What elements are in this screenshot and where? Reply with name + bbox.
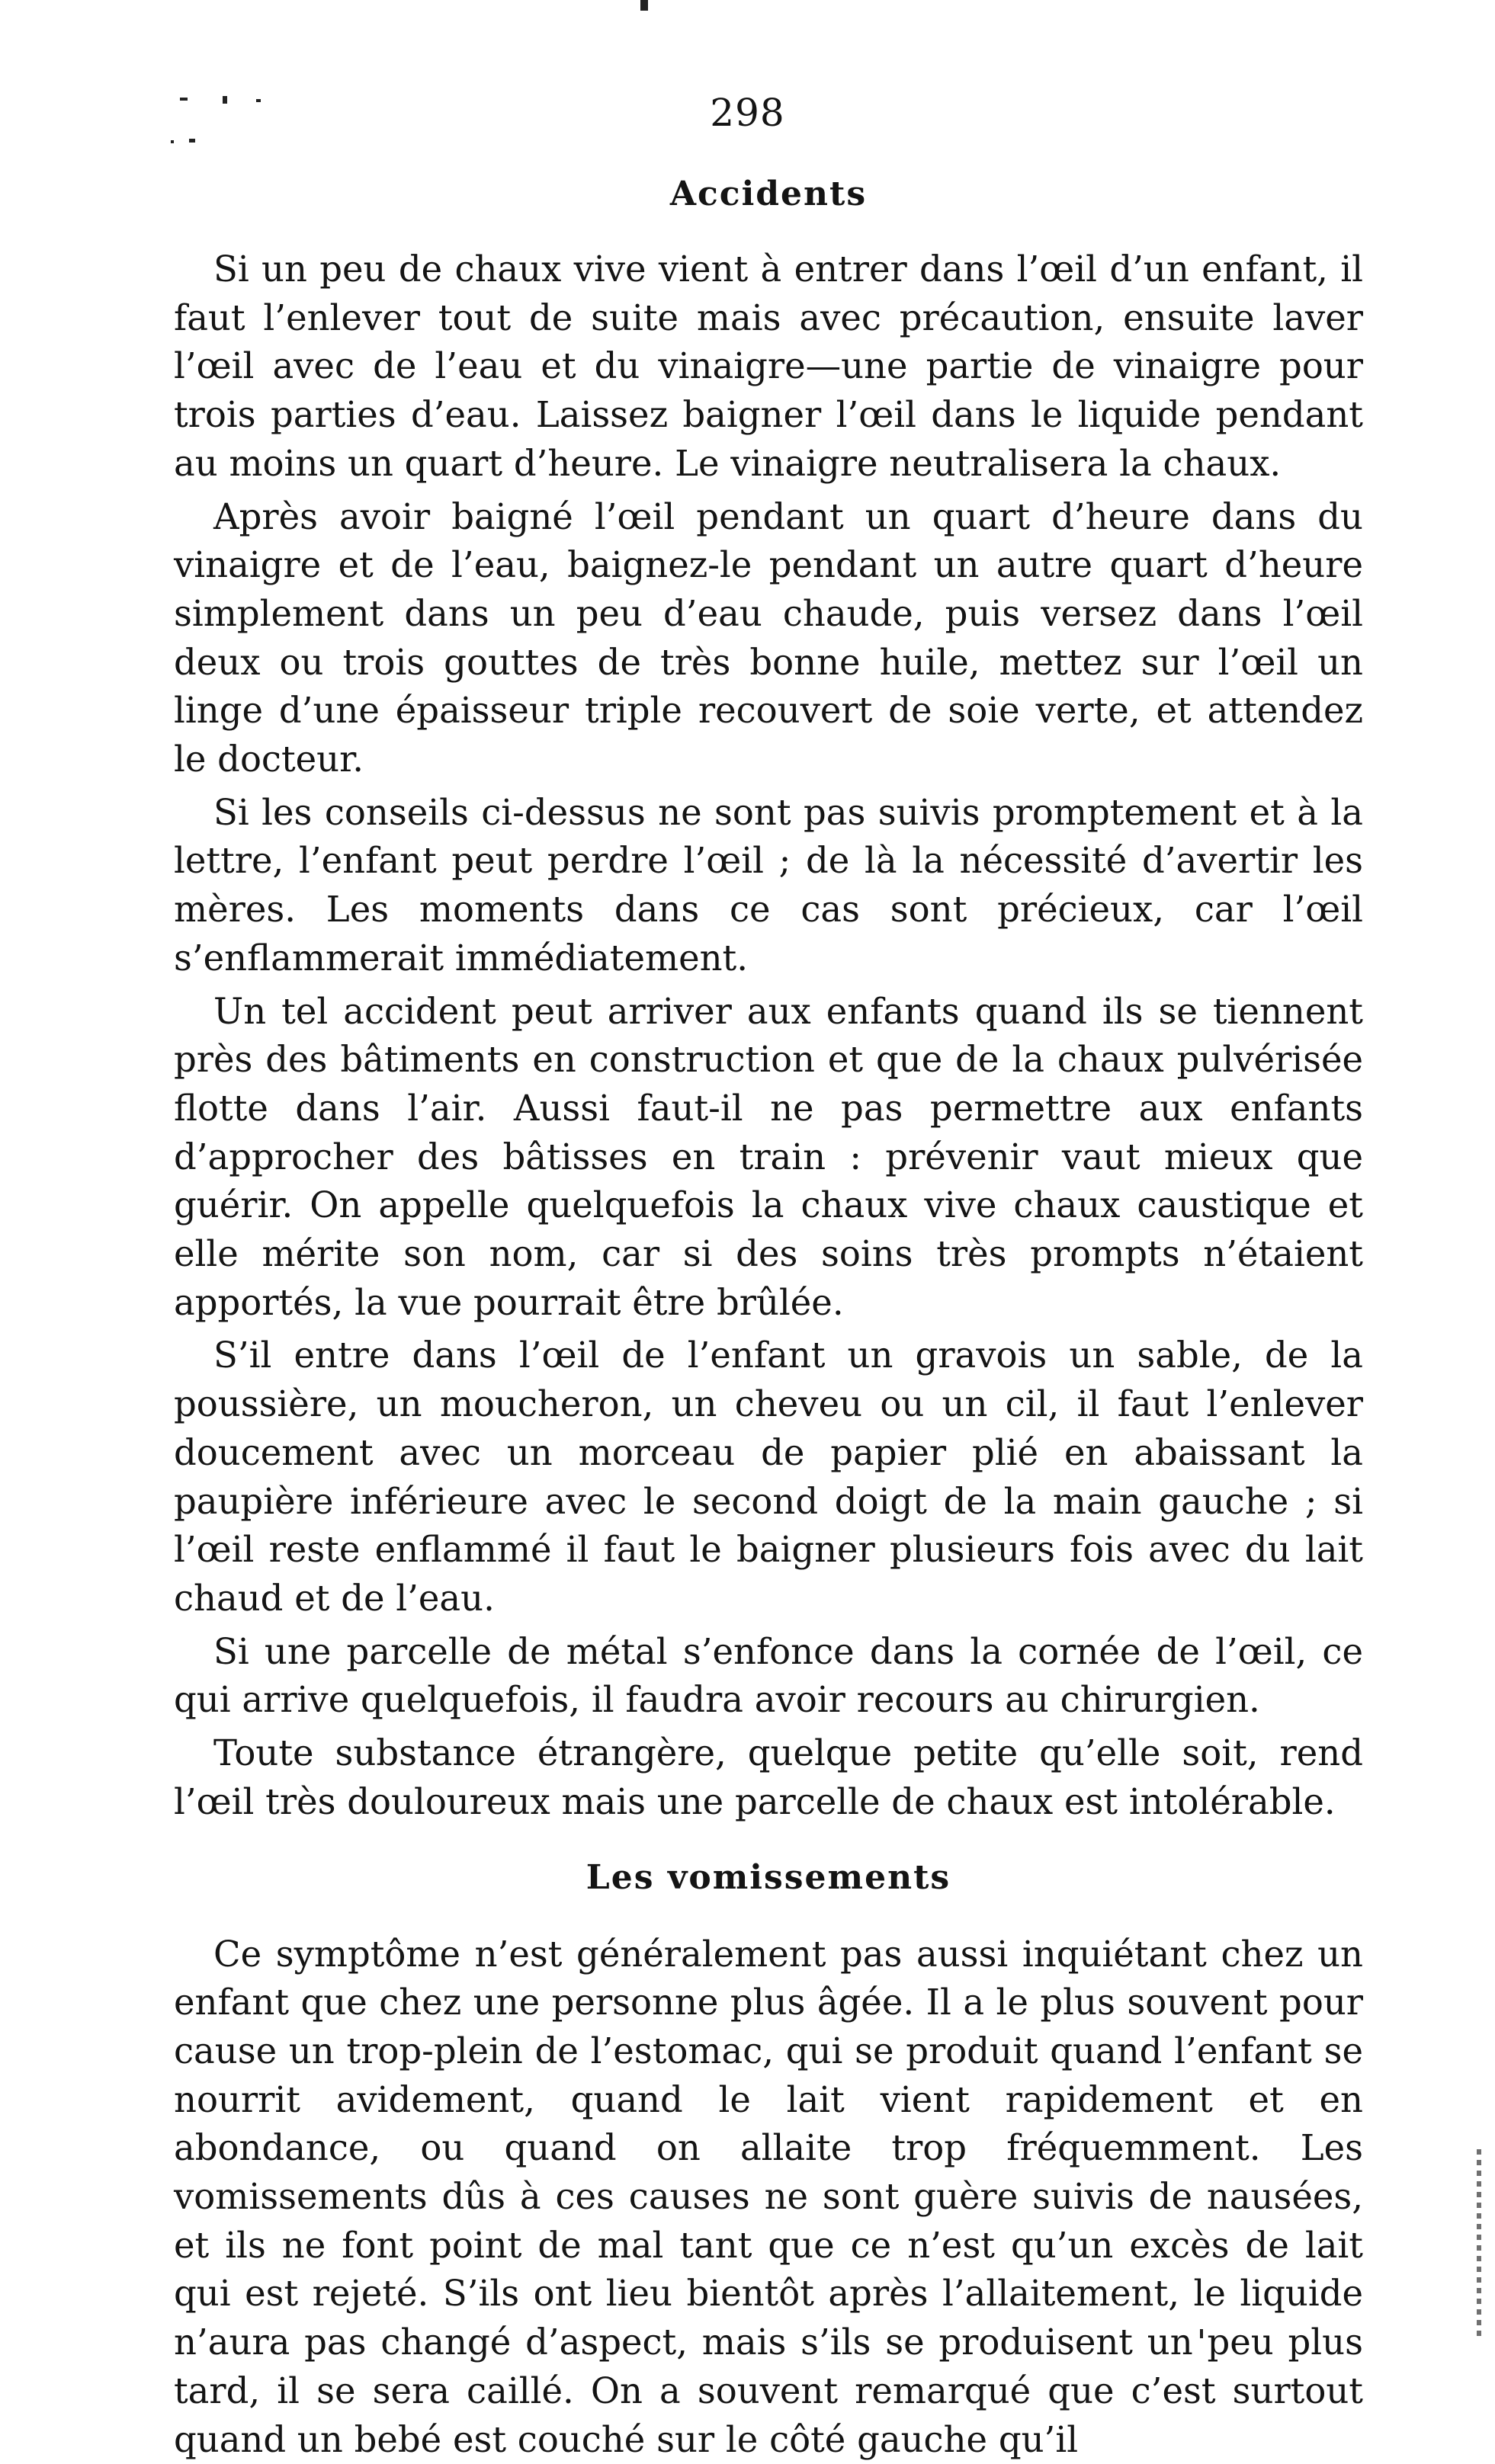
scan-speck bbox=[640, 0, 648, 11]
section-title-accidents: Accidents bbox=[174, 169, 1363, 219]
paragraph: Après avoir baigné l’œil pendant un quart d’heure dans du vinaigre et de l’eau, baignez-le pendant un autre quart d’heure simplement dans un peu d’eau chaude, puis versez dans l’œil deux ou trois gouttes de très bonne huile, mettez sur l’œil un linge d’une épaisseur triple recouvert de soie verte, et attendez le docteur. bbox=[174, 493, 1363, 784]
page-content bbox=[174, 169, 1363, 2464]
paragraph: Un tel accident peut arriver aux enfants quand ils se tiennent près des bâtiments en construction et que de la chaux pulvérisée flotte dans l’air. Aussi faut-il ne pas permettre aux enfants d’approcher des bâtisses en train : prévenir vaut mieux que guérir. On appelle quelquefois la chaux vive chaux caustique et elle mérite son nom, car si des soins très prompts n’étaient apportés, la vue pourrait être brûlée. bbox=[174, 988, 1363, 1328]
paragraph: Ce symptôme n’est généralement pas aussi inquiétant chez un enfant que chez une personne plus âgée. Il a le plus souvent pour cause un trop-plein de l’estomac, qui se produit quand l’enfant se nourrit avidement, quand le lait vient rapidement et en abondance, ou quand on allaite trop fréquemment. Les vomissements dûs à ces causes ne sont guère suivis de nausées, et ils ne font point de mal tant que ce n’est qu’un excès de lait qui est rejeté. S’ils ont lieu bientôt après l’allaitement, le liquide n’aura pas changé d’aspect, mais s’ils se produisent un peu plus tard, il se sera caillé. On a souvent remarqué que c’est surtout quand un bebé est couché sur le côté gauche qu’il bbox=[174, 1931, 1363, 2464]
paragraph: Toute substance étrangère, quelque petite qu’elle soit, rend l’œil très douloureux mais une parcelle de chaux est intolérable. bbox=[174, 1729, 1363, 1826]
page-number: 298 bbox=[0, 90, 1495, 136]
paragraph: S’il entre dans l’œil de l’enfant un gravois un sable, de la poussière, un moucheron, un cheveu ou un cil, il faut l’enlever doucement avec un morceau de papier plié en abaissant la paupière inférieure avec le second doigt de la main gauche ; si l’œil reste enflammé il faut le baigner plusieurs fois avec du lait chaud et de l’eau. bbox=[174, 1331, 1363, 1623]
paragraph: Si un peu de chaux vive vient à entrer dans l’œil d’un enfant, il faut l’enlever tout de suite mais avec précaution, ensuite laver l’œil avec de l’eau et du vinaigre—une partie de vinaigre pour trois parties d’eau. Laissez baigner l’œil dans le liquide pendant au moins un quart d’heure. Le vinaigre neutralisera la chaux. bbox=[174, 245, 1363, 489]
scan-edge-artifact bbox=[1477, 2149, 1481, 2340]
scan-speck bbox=[171, 140, 174, 143]
paragraph: Si les conseils ci-dessus ne sont pas suivis promptement et à la lettre, l’enfant peut perdre l’œil ; de là la nécessité d’avertir les mères. Les moments dans ce cas sont précieux, car l’œil s’enflammerait immédiatement. bbox=[174, 789, 1363, 983]
scan-speck bbox=[189, 139, 195, 143]
section-title-vomissements: Les vomissements bbox=[174, 1853, 1363, 1903]
paragraph: Si une parcelle de métal s’enfonce dans la cornée de l’œil, ce qui arrive quelquefois, il faudra avoir recours au chirurgien. bbox=[174, 1628, 1363, 1725]
